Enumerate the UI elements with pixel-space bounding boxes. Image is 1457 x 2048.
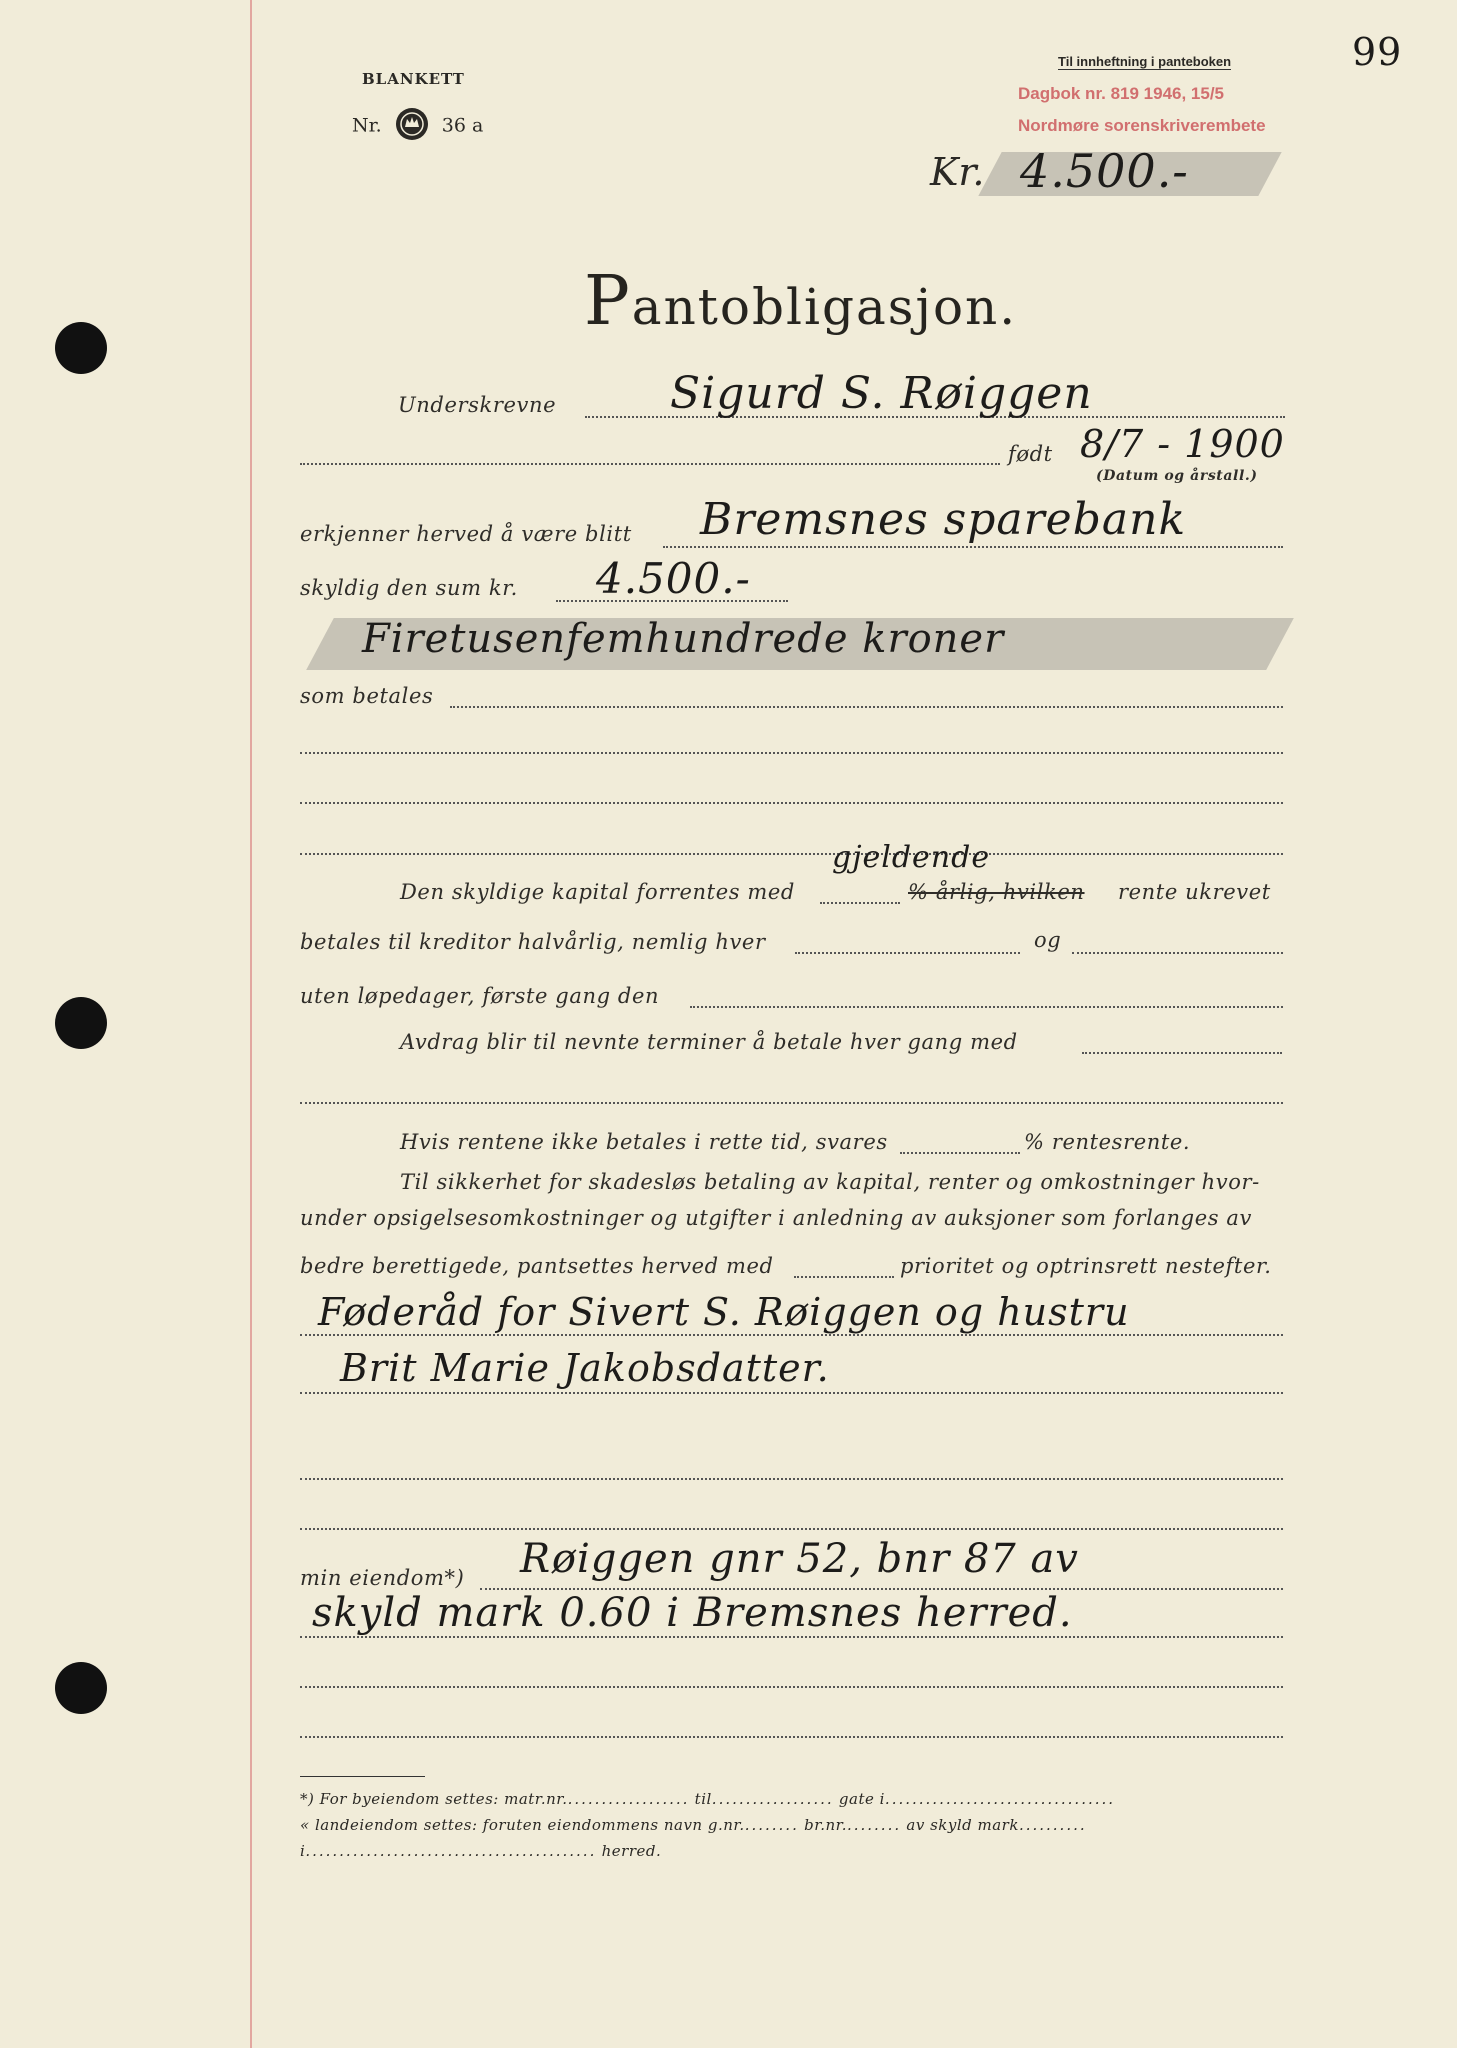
dotted-line [300,802,1283,804]
datum-note: (Datum og årstall.) [1096,468,1258,484]
dotted-line [300,1102,1283,1104]
undersk-value: Sigurd S. Røiggen [670,368,1093,419]
sum-words: Firetusenfemhundrede kroner [362,616,1005,662]
som-betales-label: som betales [300,684,434,708]
hvis-label-b: % rentesrente. [1024,1130,1191,1154]
dotted-line [300,1736,1283,1738]
footnote-1a: *) For byeiendom settes: matr.nr. [300,1790,568,1808]
blankett-label: BLANKETT [362,70,465,88]
title-initial: P [584,262,632,341]
stamp-embete: Nordmøre sorenskriverembete [1018,116,1266,135]
sikkerhet-line-1: Til sikkerhet for skadesløs betaling av kapital, renter og omkostninger hvor- [400,1170,1260,1194]
footnote-2c: av skyld mark [906,1816,1019,1834]
dotted-line [300,1636,1283,1638]
kapital-label-b: rente ukrevet [1118,880,1271,904]
margin-rule [250,0,252,2048]
footnote-2b: br.nr. [804,1816,847,1834]
dotted-line [450,706,1283,708]
footnote-2a: « landeiendom settes: foruten eiendommens navn g.nr. [300,1816,745,1834]
avdrag-label: Avdrag blir til nevnte terminer å betale hver gang med [400,1030,1018,1054]
dotted-line [1082,1052,1282,1054]
footnote-rule [300,1776,425,1777]
dotted-line [300,752,1283,754]
footnote-3a: i [300,1842,306,1860]
og-label: og [1034,928,1062,952]
dotted-line [300,1334,1283,1336]
punch-hole [55,1662,107,1714]
sikkerhet-line-3: bedre berettigede, pantsettes herved med [300,1254,774,1278]
footnote-1c: gate i [838,1790,885,1808]
kapital-struck: % årlig, hvilken [908,880,1085,904]
erkjenner-label: erkjenner herved å være blitt [300,522,632,546]
dotted-line [300,463,1000,465]
skyldig-value: 4.500.- [596,554,751,603]
dotted-line [795,952,1020,954]
dotted-line [300,1392,1283,1394]
eiendom-label: min eiendom*) [300,1566,465,1590]
footnote-line-2: « landeiendom settes: foruten eiendommens navn g.nr......... br.nr......... av skyld mark.......... [300,1816,1087,1834]
dotted-line [300,853,1283,855]
fodt-value: 8/7 - 1900 [1080,422,1285,466]
dotted-line [300,1528,1283,1530]
dotted-line [1072,952,1283,954]
punch-hole [55,997,107,1049]
stamp-dagbok: Dagbok nr. 819 1946, 15/5 [1018,84,1225,103]
document-title [584,262,1017,341]
stamp-innheftning: Til innheftning i panteboken [1058,54,1232,69]
punch-hole [55,322,107,374]
page-number: 99 [1352,30,1403,74]
dotted-line [300,1686,1283,1688]
dotted-line [820,902,900,904]
dotted-line [900,1152,1020,1154]
footnote-line-3: i........................................... herred. [300,1842,662,1860]
erkjenner-value: Bremsnes sparebank [700,494,1187,545]
hvis-label: Hvis rentene ikke betales i rette tid, svares [400,1130,888,1154]
skyldig-label: skyldig den sum kr. [300,576,518,600]
crown-seal-icon [394,106,430,147]
fodt-label: født [1008,442,1053,466]
dotted-line [300,1478,1283,1480]
footnote-1b: til [694,1790,712,1808]
sikkerhet-line-2: under opsigelsesomkostninger og utgifter i anledning av auksjoner som forlanges av [300,1206,1252,1230]
undersk-label: Underskrevne [398,393,557,417]
dotted-line [690,1006,1283,1008]
nr-value: 36 a [441,114,484,137]
kapital-label: Den skyldige kapital forrentes med [400,880,795,904]
footnote-3b: herred. [601,1842,662,1860]
halvarlig-label: betales til kreditor halvårlig, nemlig hver [300,930,766,954]
hand-line-1: Føderåd for Sivert S. Røiggen og hustru [318,1290,1130,1334]
title-rest: antobligasjon. [631,278,1018,336]
sikkerhet-line-3b: prioritet og optrinsrett nestefter. [900,1254,1272,1278]
dotted-line [663,546,1283,548]
dotted-line [794,1276,894,1278]
eiendom-hand-1: Røiggen gnr 52, bnr 87 av [520,1536,1079,1582]
kr-label: Kr. [930,150,985,194]
footnote-line-1: *) For byeiendom settes: matr.nr................... til.................. gate i.................................. [300,1790,1116,1808]
blankett-number [352,106,483,147]
eiendom-hand-2: skyld mark 0.60 i Bremsnes herred. [312,1590,1073,1636]
kapital-hand: gjeldende [832,840,991,875]
lopedager-label: uten løpedager, første gang den [300,984,660,1008]
hand-line-2: Brit Marie Jakobsdatter. [340,1346,830,1390]
kr-value: 4.500.- [1020,144,1189,198]
nr-label: Nr. [352,114,382,137]
